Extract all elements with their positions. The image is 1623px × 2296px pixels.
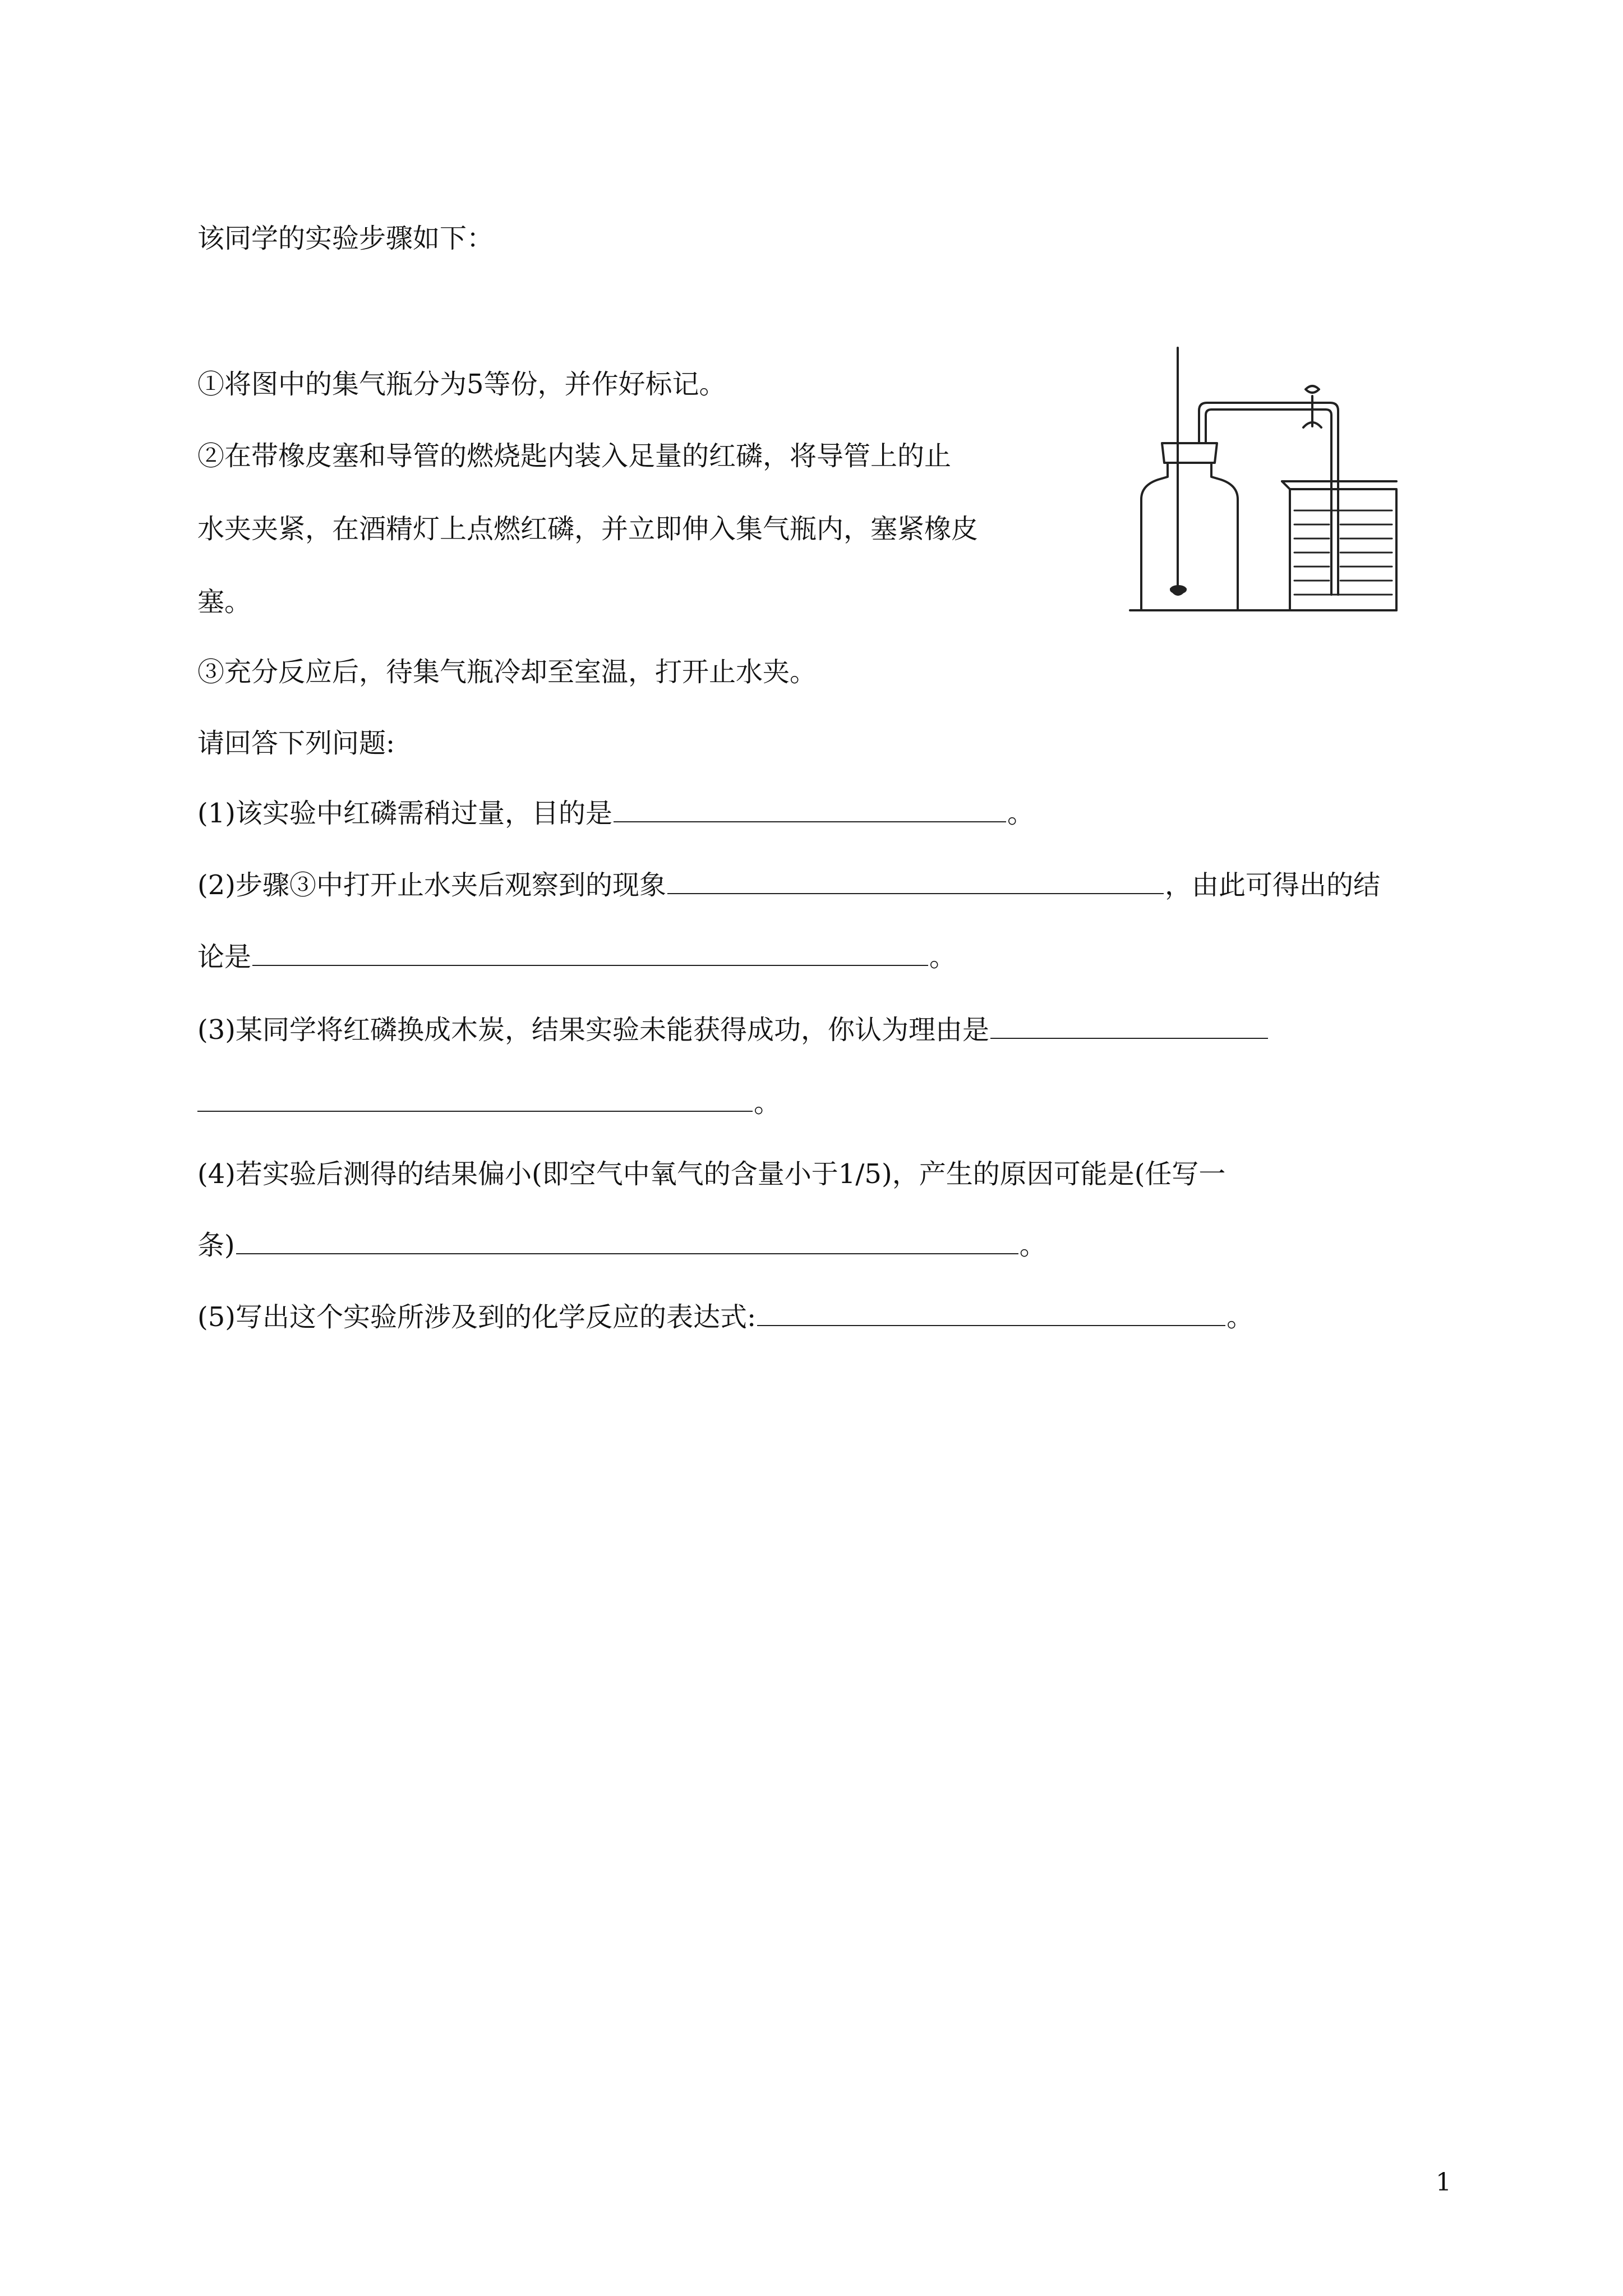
question-5-end: 。 — [1227, 1301, 1254, 1333]
step-1: ①将图中的集气瓶分为5等份，并作好标记。 — [197, 369, 726, 400]
step-3: ③充分反应后，待集气瓶冷却至室温，打开止水夹。 — [197, 656, 817, 688]
question-1 — [197, 797, 1034, 830]
apparatus-illustration — [1116, 342, 1408, 623]
page-number: 1 — [1436, 2168, 1451, 2197]
red-phosphorus — [1171, 586, 1186, 593]
question-4-line-2 — [197, 1228, 1046, 1262]
question-1-answer-blank[interactable] — [614, 797, 1006, 822]
question-3-reason-blank-2[interactable] — [197, 1086, 753, 1112]
question-2-line-2-text: 论是 — [197, 941, 252, 973]
question-4-end: 。 — [1019, 1230, 1046, 1261]
question-1-end: 。 — [1007, 798, 1035, 829]
question-5-text: (5)写出这个实验所涉及到的化学反应的表达式: — [197, 1301, 757, 1333]
question-3-end: 。 — [754, 1087, 781, 1119]
question-4-cause-blank[interactable] — [236, 1228, 1018, 1254]
step-2-line-3: 塞。 — [197, 586, 252, 618]
question-2-mid: ，由此可得出的结 — [1165, 869, 1381, 901]
question-4-line-2-text: 条) — [197, 1230, 235, 1261]
question-1-text: (1)该实验中红磷需稍过量，目的是 — [197, 798, 612, 829]
question-3-text: (3)某同学将红磷换成木炭，结果实验未能获得成功，你认为理由是 — [197, 1014, 989, 1046]
step-2-line-1: ②在带橡皮塞和导管的燃烧匙内装入足量的红磷，将导管上的止 — [197, 440, 952, 472]
question-3-line-1 — [197, 1013, 1269, 1047]
question-5 — [197, 1300, 1253, 1334]
step-2-line-2: 水夹夹紧，在酒精灯上点燃红磷，并立即伸入集气瓶内，塞紧橡皮 — [197, 513, 979, 545]
question-5-equation-blank[interactable] — [757, 1300, 1225, 1326]
stop-clamp-top — [1306, 386, 1319, 393]
question-2-end: 。 — [929, 941, 957, 973]
gas-bottle — [1141, 463, 1238, 610]
question-2-text: (2)步骤③中打开止水夹后观察到的现象 — [197, 869, 666, 901]
question-3-reason-blank-1[interactable] — [990, 1013, 1268, 1039]
question-2-conclusion-blank[interactable] — [252, 940, 928, 966]
intro-text: 该同学的实验步骤如下： — [197, 223, 494, 254]
question-4-line-1: (4)若实验后测得的结果偏小(即空气中氧气的含量小于1/5)，产生的原因可能是(任写一 — [197, 1158, 1226, 1190]
question-2-line-1 — [197, 868, 1380, 902]
question-2-phenomenon-blank[interactable] — [667, 868, 1164, 894]
question-2-line-2 — [197, 940, 956, 974]
rubber-stopper — [1162, 443, 1217, 463]
water — [1294, 510, 1392, 595]
questions-prompt: 请回答下列问题: — [197, 728, 395, 759]
question-3-line-2 — [197, 1086, 781, 1120]
